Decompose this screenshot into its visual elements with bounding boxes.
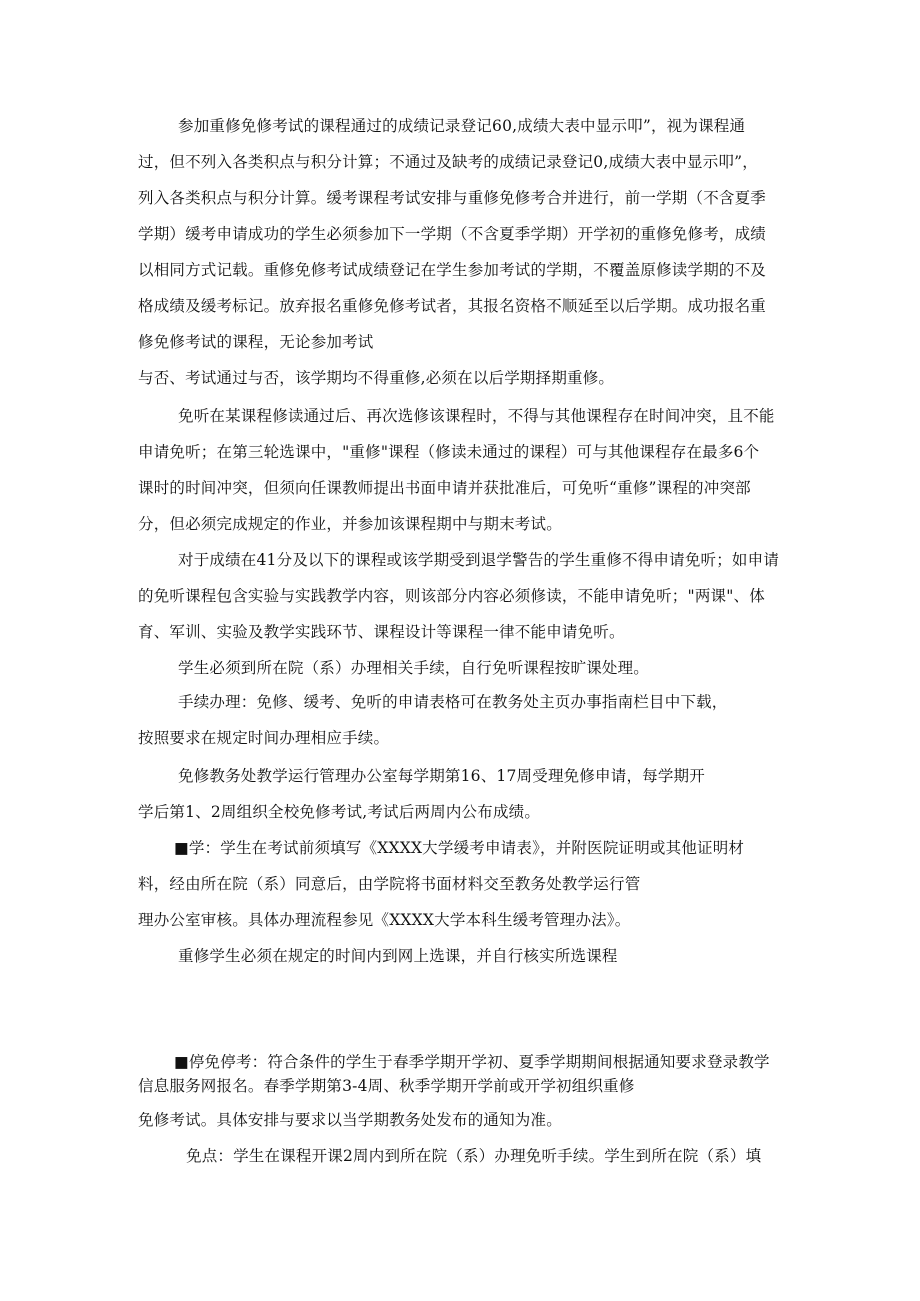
paragraph-9-line-1: ■停免停考：符合条件的学生于春季学期开学初、夏季学期期间根据通知要求登录教学 (174, 1053, 770, 1071)
paragraph-2-line-4: 分，但必须完成规定的作业，并参加该课程期中与期末考试。 (138, 515, 562, 533)
paragraph-3-line-2: 的免听课程包含实验与实践教学内容，则该部分内容必须修读，不能申请免听；"两课"、体 (138, 587, 765, 605)
paragraph-4-line-1: 学生必须到所在院（系）办理相关手续，自行免听课程按旷课处理。 (178, 659, 650, 677)
paragraph-7-line-3: 理办公室审核。具体办理流程参见《XXXX大学本科生缓考管理办法》。 (138, 911, 631, 929)
paragraph-3-line-3: 育、军训、实验及教学实践环节、课程设计等课程一律不能申请免听。 (138, 623, 625, 641)
paragraph-2-line-2: 申请免听；在第三轮选课中，"重修"课程（修读未通过的课程）可与其他课程存在最多6个 (138, 443, 760, 461)
paragraph-5-line-2: 按照要求在规定时间办理相应手续。 (138, 729, 390, 747)
paragraph-1-line-4: 学期）缓考申请成功的学生必须参加下一学期（不含夏季学期）开学初的重修免修考，成绩 (138, 225, 767, 243)
paragraph-2-line-3: 课时的时间冲突，但须向任课教师提出书面申请并获批准后，可免听“重修”课程的冲突部 (138, 479, 751, 497)
paragraph-2-line-1: 免听在某课程修读通过后、再次选修该课程时，不得与其他课程存在时间冲突，且不能 (178, 407, 775, 425)
paragraph-9-line-2: 信息服务网报名。春季学期第3-4周、秋季学期开学前或开学初组织重修 (138, 1077, 635, 1095)
paragraph-7-line-2: 料，经由所在院（系）同意后，由学院将书面材料交至教务处教学运行管 (138, 875, 641, 893)
paragraph-1-line-7: 修免修考试的课程，无论参加考试 (138, 333, 374, 351)
paragraph-1-line-6: 格成绩及缓考标记。放弃报名重修免修考试者，其报名资格不顺延至以后学期。成功报名重 (138, 297, 767, 315)
paragraph-6-line-1: 免修教务处教学运行管理办公室每学期第16、17周受理免修申请，每学期开 (178, 767, 705, 785)
paragraph-1-line-5: 以相同方式记载。重修免修考试成绩登记在学生参加考试的学期，不覆盖原修读学期的不及 (138, 261, 767, 279)
paragraph-10-line-1: 免点：学生在课程开课2周内到所在院（系）办理免听手续。学生到所在院（系）填 (186, 1147, 762, 1165)
paragraph-6-line-2: 学后第1、2周组织全校免修考试,考试后两周内公布成绩。 (138, 803, 541, 821)
paragraph-5-line-1: 手续办理：免修、缓考、免听的申请表格可在教务处主页办事指南栏目中下载， (178, 693, 728, 711)
paragraph-1-line-3: 列入各类积点与积分计算。缓考课程考试安排与重修免修考合并进行，前一学期（不含夏季 (138, 189, 767, 207)
paragraph-1-line-1: 参加重修免修考试的课程通过的成绩记录登记60,成绩大表中显示叩”，视为课程通 (178, 117, 746, 135)
paragraph-8-line-1: 重修学生必须在规定的时间内到网上选课，并自行核实所选课程 (178, 947, 618, 965)
paragraph-3-line-1: 对于成绩在41分及以下的课程或该学期受到退学警告的学生重修不得申请免听；如申请 (178, 551, 780, 569)
paragraph-1-line-2: 过，但不列入各类积点与积分计算；不通过及缺考的成绩记录登记0,成绩大表中显示叩”， (138, 153, 758, 171)
paragraph-9-line-3: 免修考试。具体安排与要求以当学期教务处发布的通知为准。 (138, 1111, 562, 1129)
paragraph-7-line-1: ■学：学生在考试前须填写《XXXX大学缓考申请表》，并附医院证明或其他证明材 (174, 839, 745, 857)
paragraph-1-line-8: 与否、考试通过与否，该学期均不得重修,必须在以后学期择期重修。 (138, 369, 615, 387)
